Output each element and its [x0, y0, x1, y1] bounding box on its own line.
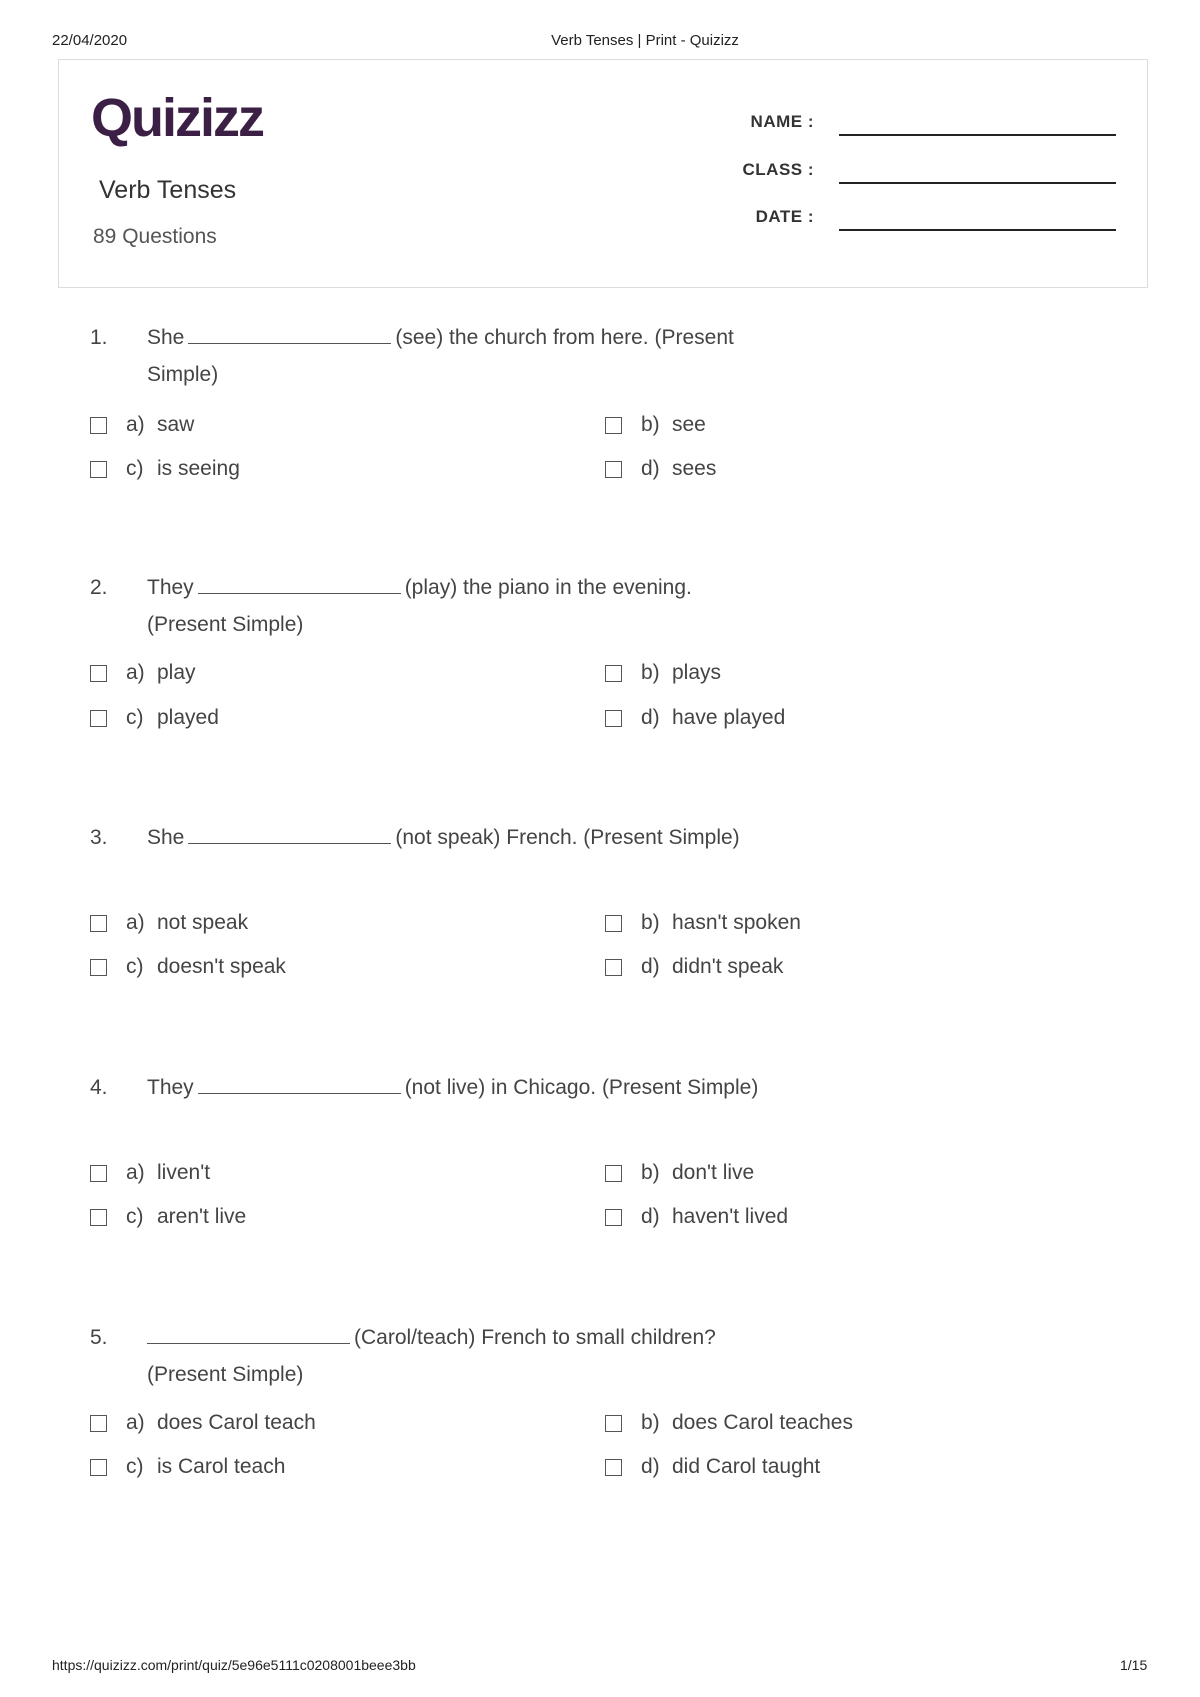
question-3 [90, 826, 1140, 1026]
option-text: not speak [157, 911, 249, 934]
option-letter: b) [641, 1411, 660, 1434]
option-letter: c) [126, 955, 144, 978]
option-text: plays [672, 661, 722, 684]
option-letter: c) [126, 1455, 144, 1478]
name-field[interactable] [699, 112, 1119, 142]
class-label: CLASS : [742, 160, 814, 179]
question-text-before: They [147, 1076, 194, 1099]
question-number: 5. [90, 1326, 108, 1349]
option-text: aren't live [157, 1205, 247, 1228]
option-text: did Carol taught [672, 1455, 821, 1478]
option-letter: d) [641, 955, 660, 978]
option-text: played [157, 706, 219, 729]
question-text-before: They [147, 576, 194, 599]
question-text [147, 1319, 767, 1393]
checkbox[interactable] [605, 1459, 622, 1476]
checkbox[interactable] [90, 959, 107, 976]
question-1 [90, 326, 1140, 526]
question-count: 89 Questions [93, 225, 217, 248]
option-letter: d) [641, 706, 660, 729]
question-text [147, 819, 767, 856]
answer-blank [198, 573, 401, 594]
option-letter: c) [126, 457, 144, 480]
answer-blank [147, 1323, 350, 1344]
checkbox[interactable] [605, 461, 622, 478]
option-text: play [157, 661, 196, 684]
option-letter: d) [641, 457, 660, 480]
option-text: haven't lived [672, 1205, 789, 1228]
question-text-before: She [147, 826, 185, 849]
option-text: saw [157, 413, 195, 436]
question-text [147, 1069, 767, 1106]
option-letter: d) [641, 1455, 660, 1478]
name-label: NAME : [750, 112, 814, 131]
option-text: doesn't speak [157, 955, 286, 978]
option-letter: b) [641, 661, 660, 684]
checkbox[interactable] [90, 1165, 107, 1182]
question-number: 2. [90, 576, 108, 599]
checkbox[interactable] [90, 461, 107, 478]
question-number: 4. [90, 1076, 108, 1099]
page-number: 1/15 [1120, 1657, 1148, 1673]
option-text: is seeing [157, 457, 240, 480]
date-label: DATE : [755, 207, 814, 226]
checkbox[interactable] [90, 1459, 107, 1476]
question-text-after: (see) the church from here. (Present Simple) [147, 326, 734, 386]
option-letter: a) [126, 413, 145, 436]
name-line[interactable] [839, 134, 1116, 136]
answer-blank [198, 1073, 401, 1094]
option-text: hasn't spoken [672, 911, 801, 934]
print-header [0, 32, 1200, 54]
date-field[interactable] [699, 207, 1119, 237]
print-date: 22/04/2020 [52, 32, 128, 49]
option-text: is Carol teach [157, 1455, 286, 1478]
option-text: didn't speak [672, 955, 784, 978]
quizizz-logo [91, 90, 301, 150]
option-letter: c) [126, 706, 144, 729]
question-text-before: She [147, 326, 185, 349]
option-letter: c) [126, 1205, 144, 1228]
logo-text: Quizizz [91, 90, 263, 148]
option-letter: d) [641, 1205, 660, 1228]
checkbox[interactable] [90, 665, 107, 682]
option-letter: a) [126, 1161, 145, 1184]
question-2 [90, 576, 1140, 776]
option-text: does Carol teach [157, 1411, 316, 1434]
quiz-title: Verb Tenses [99, 176, 237, 204]
question-text [147, 319, 767, 393]
option-letter: b) [641, 1161, 660, 1184]
checkbox[interactable] [605, 1209, 622, 1226]
print-title: Verb Tenses | Print - Quizizz [551, 32, 739, 49]
print-url[interactable]: https://quizizz.com/print/quiz/5e96e5111c0208001beee3bb [52, 1657, 416, 1673]
option-text: don't live [672, 1161, 755, 1184]
option-letter: a) [126, 1411, 145, 1434]
question-number: 3. [90, 826, 108, 849]
checkbox[interactable] [605, 1415, 622, 1432]
date-line[interactable] [839, 229, 1116, 231]
answer-blank [188, 823, 391, 844]
option-letter: a) [126, 911, 145, 934]
question-text [147, 569, 767, 643]
checkbox[interactable] [90, 417, 107, 434]
question-text-after: (not live) in Chicago. (Present Simple) [404, 1076, 759, 1099]
question-5 [90, 1326, 1140, 1526]
quiz-header-card [58, 59, 1148, 288]
checkbox[interactable] [605, 417, 622, 434]
question-text-after: (not speak) French. (Present Simple) [395, 826, 740, 849]
question-number: 1. [90, 326, 108, 349]
checkbox[interactable] [605, 915, 622, 932]
question-text-after: (play) the piano in the evening. (Present Simple) [147, 576, 692, 636]
checkbox[interactable] [90, 1209, 107, 1226]
option-text: see [672, 413, 706, 436]
checkbox[interactable] [90, 710, 107, 727]
option-text: does Carol teaches [672, 1411, 853, 1434]
checkbox[interactable] [605, 959, 622, 976]
option-text: sees [672, 457, 717, 480]
checkbox[interactable] [605, 665, 622, 682]
answer-blank [188, 323, 391, 344]
class-field[interactable] [699, 160, 1119, 190]
question-4 [90, 1076, 1140, 1276]
option-text: liven't [157, 1161, 211, 1184]
checkbox[interactable] [605, 1165, 622, 1182]
checkbox[interactable] [90, 915, 107, 932]
checkbox[interactable] [605, 710, 622, 727]
option-letter: b) [641, 413, 660, 436]
option-text: have played [672, 706, 786, 729]
option-letter: a) [126, 661, 145, 684]
question-text-after: (Carol/teach) French to small children? (Present Simple) [147, 1326, 716, 1386]
checkbox[interactable] [90, 1415, 107, 1432]
option-letter: b) [641, 911, 660, 934]
class-line[interactable] [839, 182, 1116, 184]
